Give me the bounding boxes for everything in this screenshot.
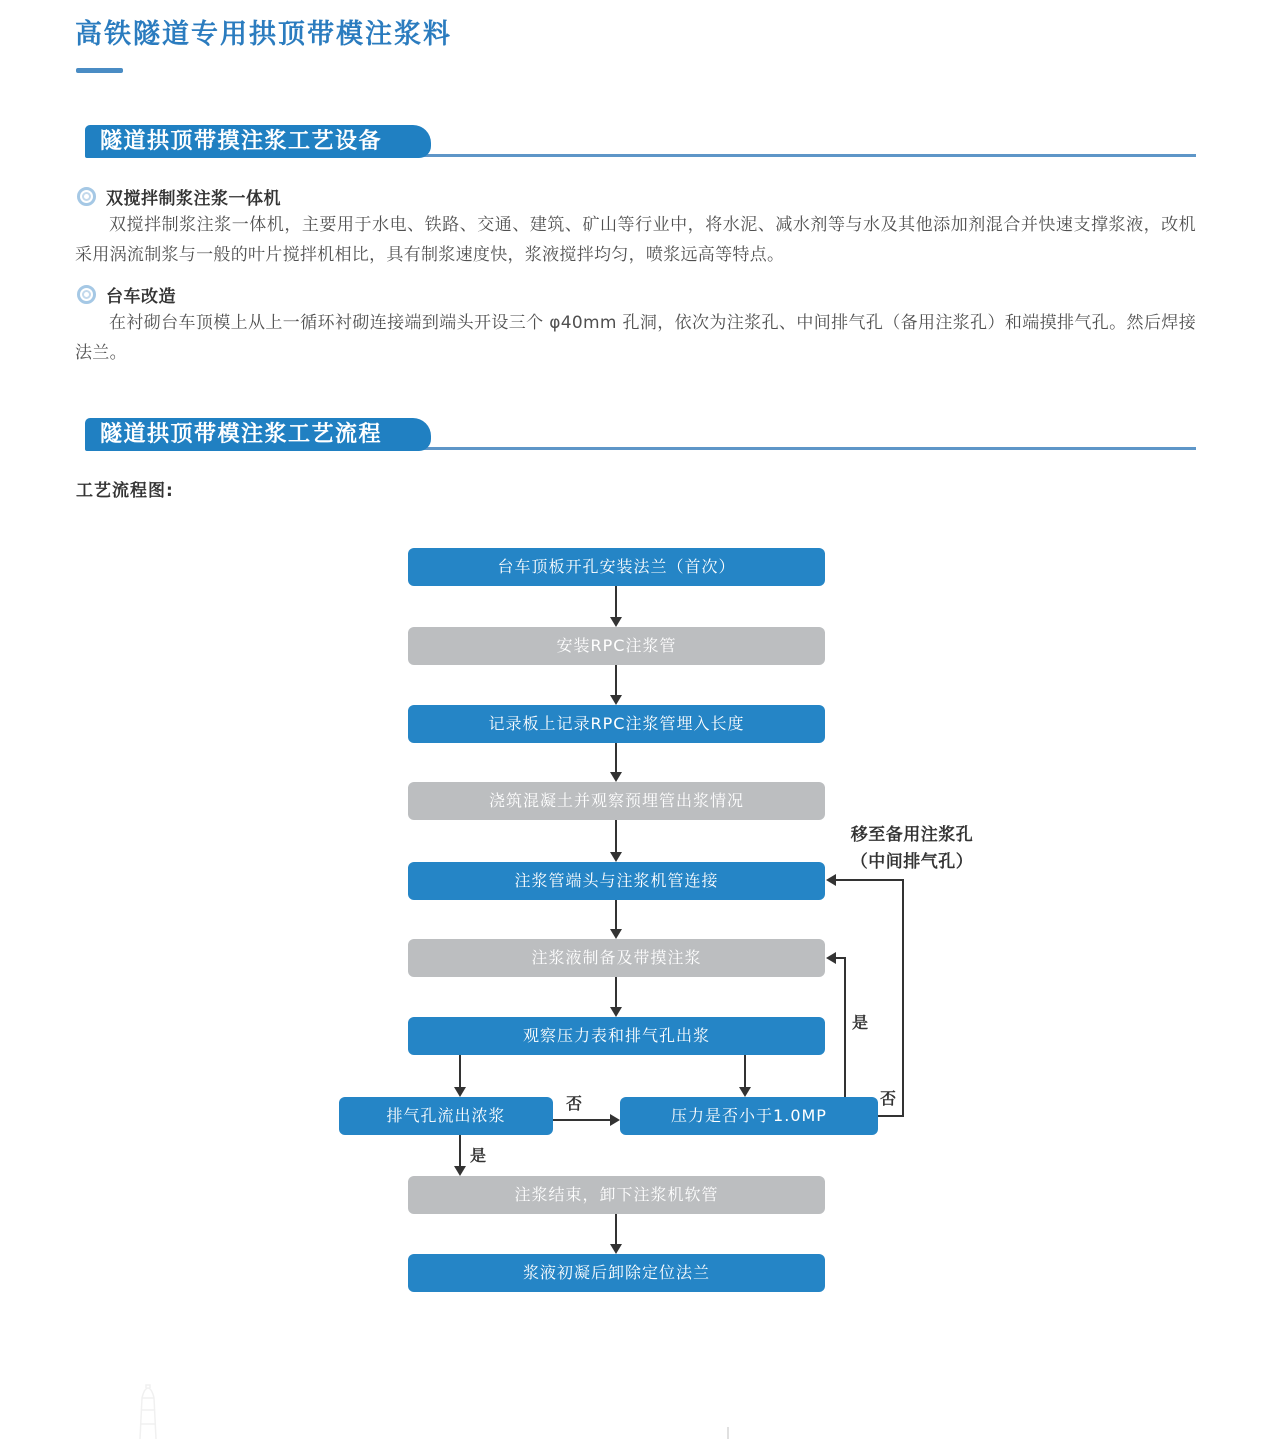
edge-label-no-loop: 否	[880, 1089, 897, 1108]
edge-label-yes: 是	[470, 1146, 487, 1165]
bullet-heading: 双搅拌制浆注浆一体机	[106, 189, 281, 209]
flow-arrow	[459, 1135, 461, 1166]
flow-node-grouting-finished: 注浆结束，卸下注浆机软管	[408, 1176, 825, 1214]
flow-node-prepare-grout: 注浆液制备及带摸注浆	[408, 939, 825, 977]
arrow-down-icon	[739, 1087, 751, 1097]
flow-arrow	[615, 665, 617, 695]
flow-node-install-rpc-pipe: 安装RPC注浆管	[408, 627, 825, 665]
section-header-process: 隧道拱顶带模注浆工艺流程	[85, 418, 431, 451]
flow-arrow	[615, 1214, 617, 1244]
bullet-heading: 台车改造	[106, 287, 176, 307]
flow-loop-line	[844, 957, 846, 1097]
paragraph-trolley: 在衬砌台车顶模上从上一循环衬砌连接端到端头开设三个 φ40mm 孔洞，依次为注浆孔、中间排气孔（备用注浆孔）和端摸排气孔。然后焊接法兰。	[75, 313, 1196, 363]
arrow-left-icon	[826, 874, 836, 886]
flow-node-pour-concrete: 浇筑混凝土并观察预埋管出浆情况	[408, 782, 825, 820]
flow-node-connect-pipe: 注浆管端头与注浆机管连接	[408, 862, 825, 900]
flow-arrow	[615, 977, 617, 1007]
arrow-down-icon	[610, 695, 622, 705]
page-title: 高铁隧道专用拱顶带模注浆料	[75, 19, 452, 50]
watermark-building-sketch	[118, 1384, 182, 1439]
flow-node-observe-pressure: 观察压力表和排气孔出浆	[408, 1017, 825, 1055]
flow-loop-line	[902, 879, 904, 1117]
flow-loop-line	[836, 879, 904, 881]
flow-node-open-hole-flange: 台车顶板开孔安装法兰（首次）	[408, 548, 825, 586]
flowchart-caption: 工艺流程图:	[76, 481, 174, 501]
arrow-down-icon	[610, 617, 622, 627]
flow-node-pressure-check: 压力是否小于1.0MP	[620, 1097, 878, 1135]
arrow-down-icon	[610, 772, 622, 782]
loop-annotation-line1: 移至备用注浆孔	[850, 825, 974, 845]
flow-arrow	[615, 820, 617, 852]
arrow-down-icon	[454, 1166, 466, 1176]
section-header-equipment: 隧道拱顶带摸注浆工艺设备	[85, 125, 431, 158]
title-underline	[76, 68, 123, 73]
circle-bullet-icon	[77, 285, 96, 304]
bullet-item-mixer	[77, 184, 281, 209]
arrow-down-icon	[610, 1244, 622, 1254]
bullet-item-trolley	[77, 282, 176, 307]
arrow-right-icon	[610, 1114, 620, 1126]
flow-arrow	[615, 743, 617, 772]
flow-arrow	[615, 586, 617, 618]
flow-arrow	[459, 1055, 461, 1087]
flow-arrow	[553, 1119, 611, 1121]
circle-bullet-icon	[77, 187, 96, 206]
flow-loop-line	[836, 957, 846, 959]
paragraph-mixer: 双搅拌制浆注浆一体机，主要用于水电、铁路、交通、建筑、矿山等行业中，将水泥、减水剂等与水及其他添加剂混合并快速支撑浆液，改机采用涡流制浆与一般的叶片搅拌机相比，具有制浆速度快，浆液搅拌均匀，喷浆远高等特点。	[75, 215, 1196, 265]
flow-node-record-length: 记录板上记录RPC注浆管埋入长度	[408, 705, 825, 743]
arrow-down-icon	[610, 1007, 622, 1017]
flow-arrow	[744, 1055, 746, 1087]
arrow-down-icon	[610, 929, 622, 939]
flow-loop-line	[878, 1115, 904, 1117]
flow-node-remove-flange: 浆液初凝后卸除定位法兰	[408, 1254, 825, 1292]
edge-label-yes-loop: 是	[852, 1013, 869, 1032]
arrow-down-icon	[454, 1087, 466, 1097]
flow-arrow	[615, 900, 617, 929]
watermark-fragment	[727, 1427, 729, 1439]
arrow-down-icon	[610, 852, 622, 862]
edge-label-no: 否	[566, 1094, 583, 1113]
loop-annotation-line2: （中间排气孔）	[850, 852, 974, 872]
flow-node-vent-thick-grout: 排气孔流出浓浆	[339, 1097, 553, 1135]
arrow-left-icon	[826, 952, 836, 964]
